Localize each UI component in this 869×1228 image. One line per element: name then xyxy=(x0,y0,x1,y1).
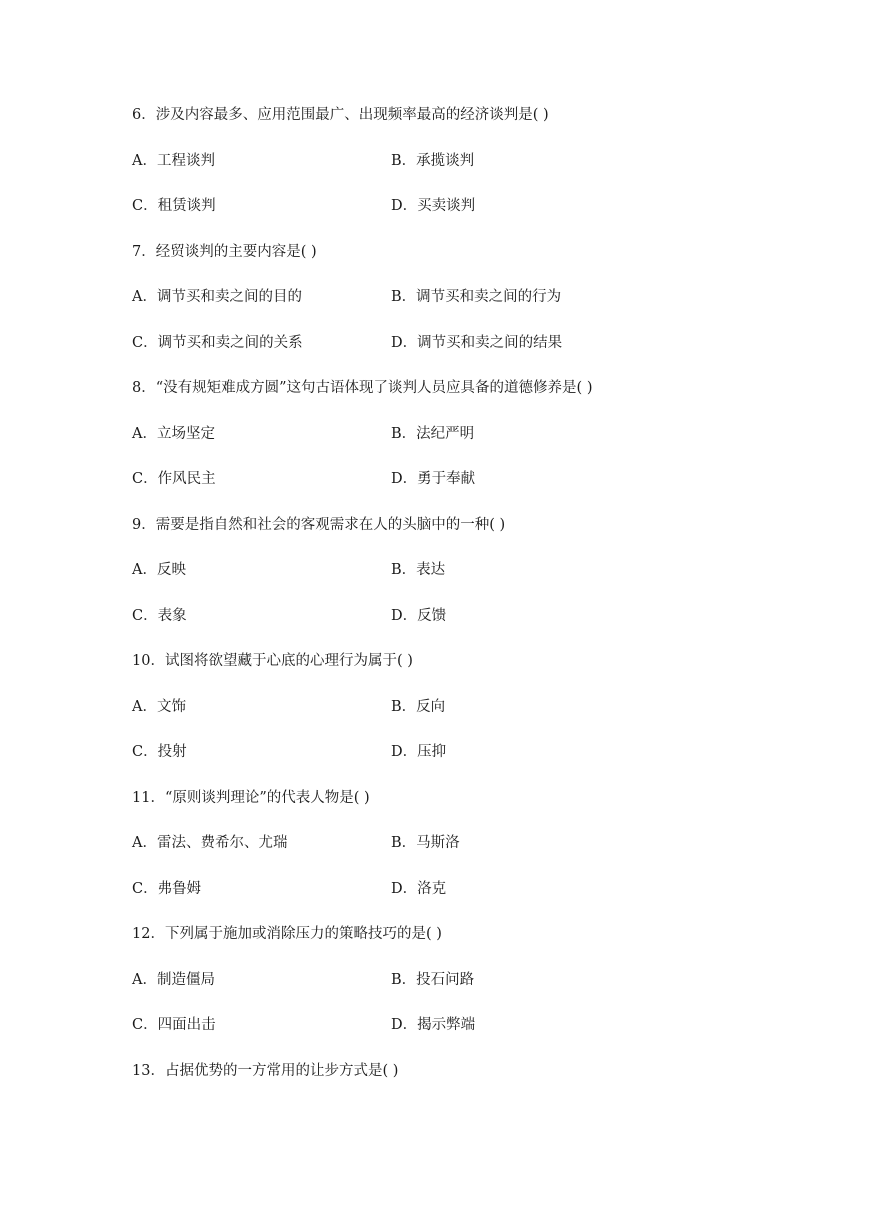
question-7-stem: 7．经贸谈判的主要内容是( ) xyxy=(132,244,317,260)
question-9-option-a: A．反映 xyxy=(132,562,186,578)
question-7-option-b: B．调节买和卖之间的行为 xyxy=(391,289,562,305)
question-9-option-d: D．反馈 xyxy=(391,608,447,624)
question-9-option-b: B．表达 xyxy=(391,562,446,578)
question-12-option-c: C．四面出击 xyxy=(132,1017,216,1033)
question-11-stem: 11．“原则谈判理论”的代表人物是( ) xyxy=(132,790,370,806)
question-11-option-c: C．弗鲁姆 xyxy=(132,881,202,897)
question-12-option-b: B．投石问路 xyxy=(391,972,475,988)
question-12-option-a: A．制造僵局 xyxy=(132,972,215,988)
question-10-option-b: B．反向 xyxy=(391,699,446,715)
question-6-option-d: D．买卖谈判 xyxy=(391,198,476,214)
question-12-stem: 12．下列属于施加或消除压力的策略技巧的是( ) xyxy=(132,926,442,942)
question-8-option-d: D．勇于奉献 xyxy=(391,471,476,487)
question-13-stem: 13．占据优势的一方常用的让步方式是( ) xyxy=(132,1063,399,1079)
question-7-option-c: C．调节买和卖之间的关系 xyxy=(132,335,303,351)
question-6-option-a: A．工程谈判 xyxy=(132,153,215,169)
question-6-option-b: B．承揽谈判 xyxy=(391,153,475,169)
question-6-stem: 6．涉及内容最多、应用范围最广、出现频率最高的经济谈判是( ) xyxy=(132,107,549,123)
question-11-option-b: B．马斯洛 xyxy=(391,835,460,851)
question-9-option-c: C．表象 xyxy=(132,608,187,624)
question-7-option-a: A．调节买和卖之间的目的 xyxy=(132,289,302,305)
question-8-stem: 8．“没有规矩难成方圆”这句古语体现了谈判人员应具备的道德修养是( ) xyxy=(132,380,593,396)
question-11-option-d: D．洛克 xyxy=(391,881,447,897)
question-7-option-d: D．调节买和卖之间的结果 xyxy=(391,335,563,351)
question-8-option-b: B．法纪严明 xyxy=(391,426,475,442)
question-10-option-c: C．投射 xyxy=(132,744,187,760)
question-10-option-d: D．压抑 xyxy=(391,744,447,760)
question-8-option-c: C．作风民主 xyxy=(132,471,216,487)
question-10-stem: 10．试图将欲望藏于心底的心理行为属于( ) xyxy=(132,653,413,669)
question-8-option-a: A．立场坚定 xyxy=(132,426,215,442)
question-6-option-c: C．租赁谈判 xyxy=(132,198,216,214)
question-11-option-a: A．雷法、费希尔、尤瑞 xyxy=(132,835,288,851)
question-12-option-d: D．揭示弊端 xyxy=(391,1017,476,1033)
question-9-stem: 9．需要是指自然和社会的客观需求在人的头脑中的一种( ) xyxy=(132,517,506,533)
question-10-option-a: A．文饰 xyxy=(132,699,186,715)
